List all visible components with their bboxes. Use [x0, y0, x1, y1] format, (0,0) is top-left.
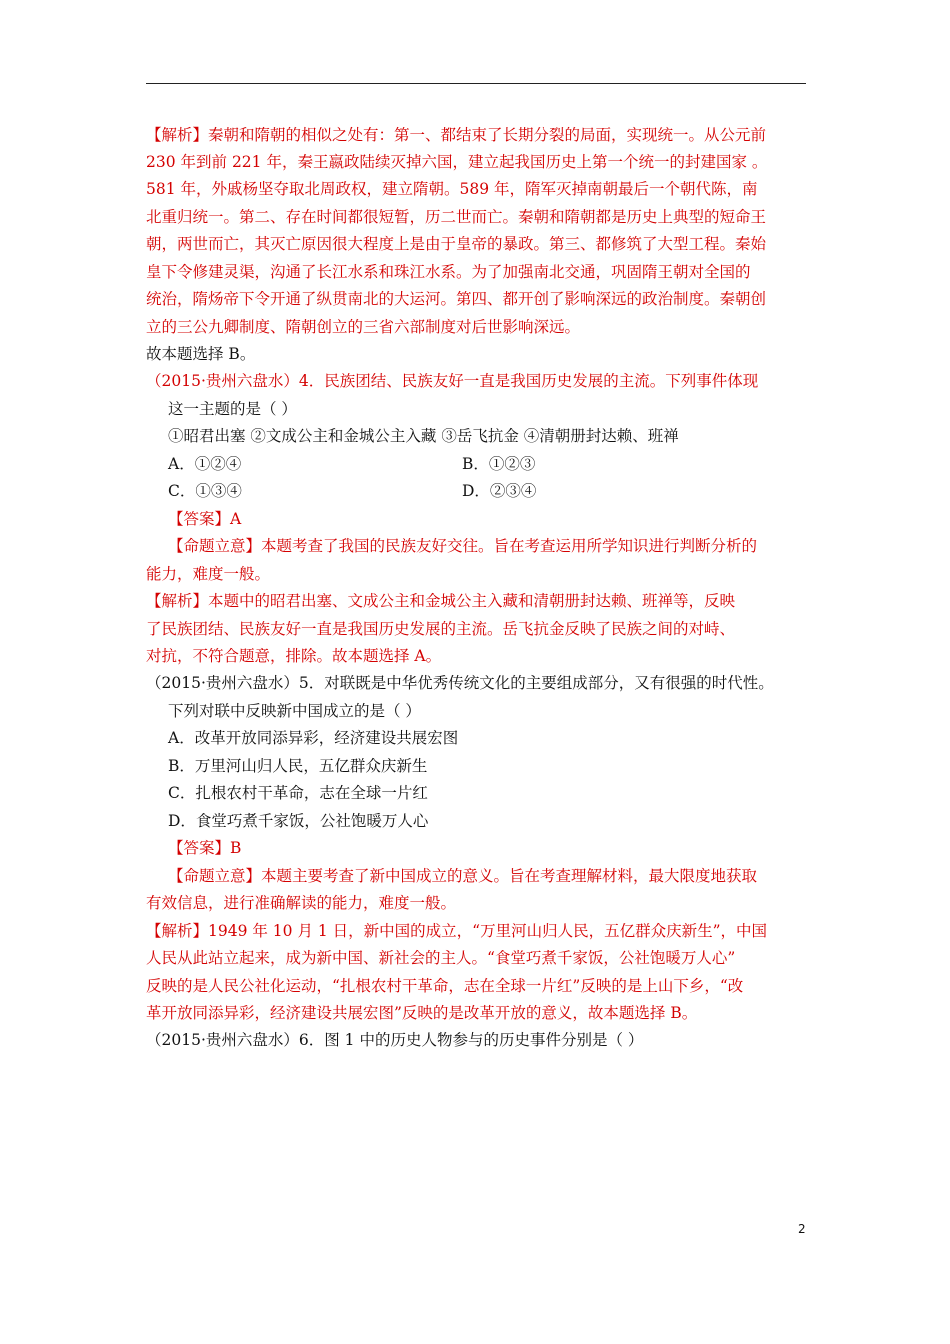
- q5-option-a: A．改革开放同添异彩，经济建设共展宏图: [168, 729, 459, 747]
- q4-items: ①昭君出塞 ②文成公主和金城公主入藏 ③岳飞抗金 ④清朝册封达赖、班禅: [168, 427, 679, 445]
- q5-intent-line-2: 有效信息，进行准确解读的能力，难度一般。: [146, 894, 457, 912]
- q6-stem-line-1: （2015·贵州六盘水）6．图 1 中的历史人物参与的历史事件分别是（ ）: [146, 1031, 644, 1049]
- analysis1-line-7: 统治，隋炀帝下令开通了纵贯南北的大运河。第四、都开创了影响深远的政治制度。秦朝创: [146, 290, 767, 308]
- q4-option-a: A．①②④: [168, 455, 242, 473]
- analysis1-line-1: 【解析】秦朝和隋朝的相似之处有：第一、都结束了长期分裂的局面，实现统一。从公元前: [146, 126, 767, 144]
- q4-stem-line-2: 这一主题的是（ ）: [168, 400, 297, 418]
- analysis1-line-2: 230 年到前 221 年，秦王嬴政陆续灭掉六国，建立起我国历史上第一个统一的封建国家 。: [146, 153, 768, 171]
- q4-option-b: B．①②③: [462, 455, 536, 473]
- q4-intent-line-1: 【命题立意】本题考查了我国的民族友好交往。旨在考查运用所学知识进行判断分析的: [168, 537, 758, 555]
- analysis1-line-5: 朝，两世而亡，其灭亡原因很大程度上是由于皇帝的暴政。第三、都修筑了大型工程。秦始: [146, 235, 767, 253]
- q5-analysis-line-2: 人民从此站立起来，成为新中国、新社会的主人。“食堂巧煮千家饭，公社饱暖万人心”: [146, 949, 736, 967]
- q5-analysis-line-4: 革开放同添异彩，经济建设共展宏图”反映的是改革开放的意义，故本题选择 B。: [146, 1004, 698, 1022]
- q4-option-d: D．②③④: [462, 482, 537, 500]
- analysis1-line-6: 皇下令修建灵渠，沟通了长江水系和珠江水系。为了加强南北交通，巩固隋王朝对全国的: [146, 263, 751, 281]
- q4-analysis-line-2: 了民族团结、民族友好一直是我国历史发展的主流。岳飞抗金反映了民族之间的对峙、: [146, 620, 736, 638]
- q4-analysis-line-3: 对抗，不符合题意，排除。故本题选择 A。: [146, 647, 442, 665]
- analysis1-line-3: 581 年，外戚杨坚夺取北周政权，建立隋朝。589 年，隋军灭掉南朝最后一个朝代陈，南: [146, 180, 758, 198]
- q5-analysis-line-1: 【解析】1949 年 10 月 1 日，新中国的成立，“万里河山归人民，五亿群众庆新生”，中国: [146, 922, 768, 940]
- q5-option-c: C．扎根农村干革命，志在全球一片红: [168, 784, 428, 802]
- q5-answer: 【答案】B: [168, 839, 242, 857]
- analysis1-conclusion: 故本题选择 B。: [146, 345, 256, 363]
- q4-stem-line-1: （2015·贵州六盘水）4．民族团结、民族友好一直是我国历史发展的主流。下列事件体现: [146, 372, 759, 390]
- q4-analysis-line-1: 【解析】本题中的昭君出塞、文成公主和金城公主入藏和清朝册封达赖、班禅等，反映: [146, 592, 736, 610]
- analysis1-line-8: 立的三公九卿制度、隋朝创立的三省六部制度对后世影响深远。: [146, 318, 581, 336]
- page-number: 2: [798, 1222, 806, 1236]
- header-rule: [146, 83, 806, 84]
- analysis1-line-4: 北重归统一。第二、存在时间都很短暂，历二世而亡。秦朝和隋朝都是历史上典型的短命王: [146, 208, 767, 226]
- q4-intent-line-2: 能力，难度一般。: [146, 565, 271, 583]
- q4-option-c: C．①③④: [168, 482, 242, 500]
- q5-stem-line-1: （2015·贵州六盘水）5．对联既是中华优秀传统文化的主要组成部分，又有很强的时代性。: [146, 674, 774, 692]
- q5-stem-line-2: 下列对联中反映新中国成立的是（ ）: [168, 702, 421, 720]
- q4-answer: 【答案】A: [168, 510, 242, 528]
- q5-intent-line-1: 【命题立意】本题主要考查了新中国成立的意义。旨在考查理解材料，最大限度地获取: [168, 867, 758, 885]
- q5-option-b: B．万里河山归人民，五亿群众庆新生: [168, 757, 428, 775]
- q5-analysis-line-3: 反映的是人民公社化运动，“扎根农村干革命，志在全球一片红”反映的是上山下乡，“改: [146, 977, 744, 995]
- q5-option-d: D．食堂巧煮千家饭，公社饱暖万人心: [168, 812, 429, 830]
